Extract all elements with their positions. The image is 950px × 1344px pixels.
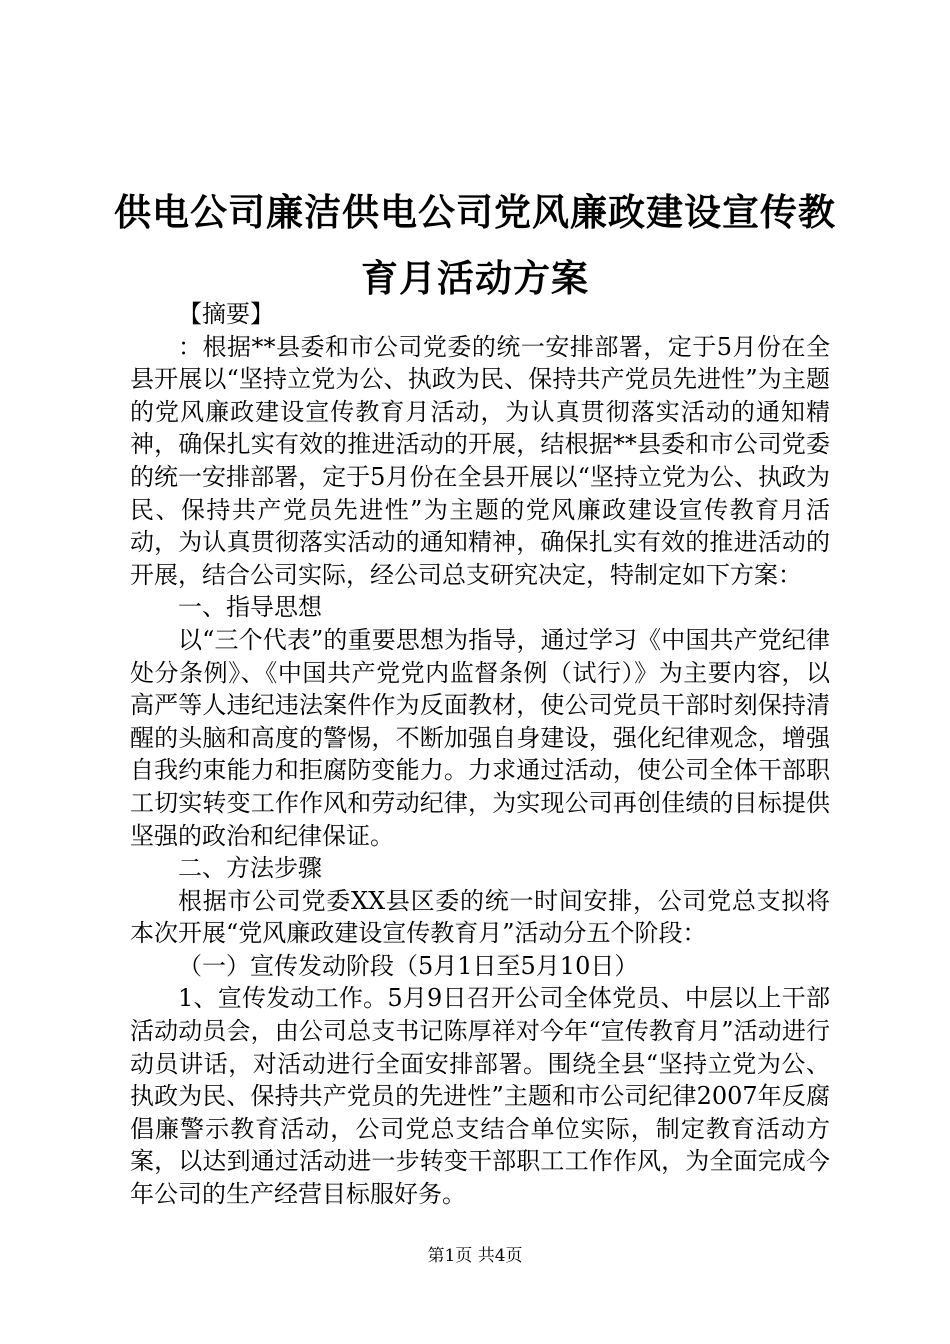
page-footer: 第1页 共4页 — [427, 1246, 523, 1266]
section-heading-guiding-thought: 一、指导思想 — [178, 593, 322, 622]
document-title: 供电公司廉洁供电公司党风廉政建设宣传教育月活动方案 — [114, 191, 836, 300]
section-heading-method-steps: 二、方法步骤 — [178, 854, 322, 883]
publicity-work-paragraph: 1、宣传发动工作。5月9日召开公司全体党员、中层以上干部活动动员会，由公司总支书记陈厚祥对今年“宣传教育月”活动进行动员讲话，对活动进行全面安排部署。围绕全县“坚持立党为公、执政为民、保持共产党员的先进性”主题和市公司纪律2007年反腐倡廉警示教育活动，公司党总支结合单位实际，制定教育活动方案，以达到通过活动进一步转变干部职工工作作风，为全面完成今年公司的生产经营目标服好务。 — [130, 984, 830, 1209]
method-steps-paragraph: 根据市公司党委XX县区委的统一时间安排，公司党总支拟将本次开展“党风廉政建设宣传教育月”活动分五个阶段： — [130, 886, 830, 948]
abstract-label: 【摘要】 — [178, 300, 274, 328]
subsection-heading-publicity-phase: （一）宣传发动阶段（5月1日至5月10日） — [178, 951, 639, 980]
document-body — [130, 298, 830, 1211]
abstract-paragraph: ：根据**县委和市公司党委的统一安排部署，定于5月份在全县开展以“坚持立党为公、执政为民、保持共产党员先进性”为主题的党风廉政建设宣传教育月活动，为认真贯彻落实活动的通知精神，确保扎实有效的推进活动的开展，结根据**县委和市公司党委的统一安排部署，定于5月份在全县开展以“坚持立党为公、执政为民、保持共产党员先进性”为主题的党风廉政建设宣传教育月活动，为认真贯彻落实活动的通知精神，确保扎实有效的推进活动的开展，结合公司实际，经公司总支研究决定，特制定如下方案： — [130, 332, 830, 589]
guiding-thought-paragraph: 以“三个代表”的重要思想为指导，通过学习《中国共产党纪律处分条例》、《中国共产党党内监督条例（试行）》为主要内容，以高严等人违纪违法案件作为反面教材，使公司党员干部时刻保持清醒的头脑和高度的警惕，不断加强自身建设，强化纪律观念，增强自我约束能力和拒腐防变能力。力求通过活动，使公司全体干部职工切实转变工作作风和劳动纪律，为实现公司再创佳绩的目标提供坚强的政治和纪律保证。 — [130, 625, 830, 850]
